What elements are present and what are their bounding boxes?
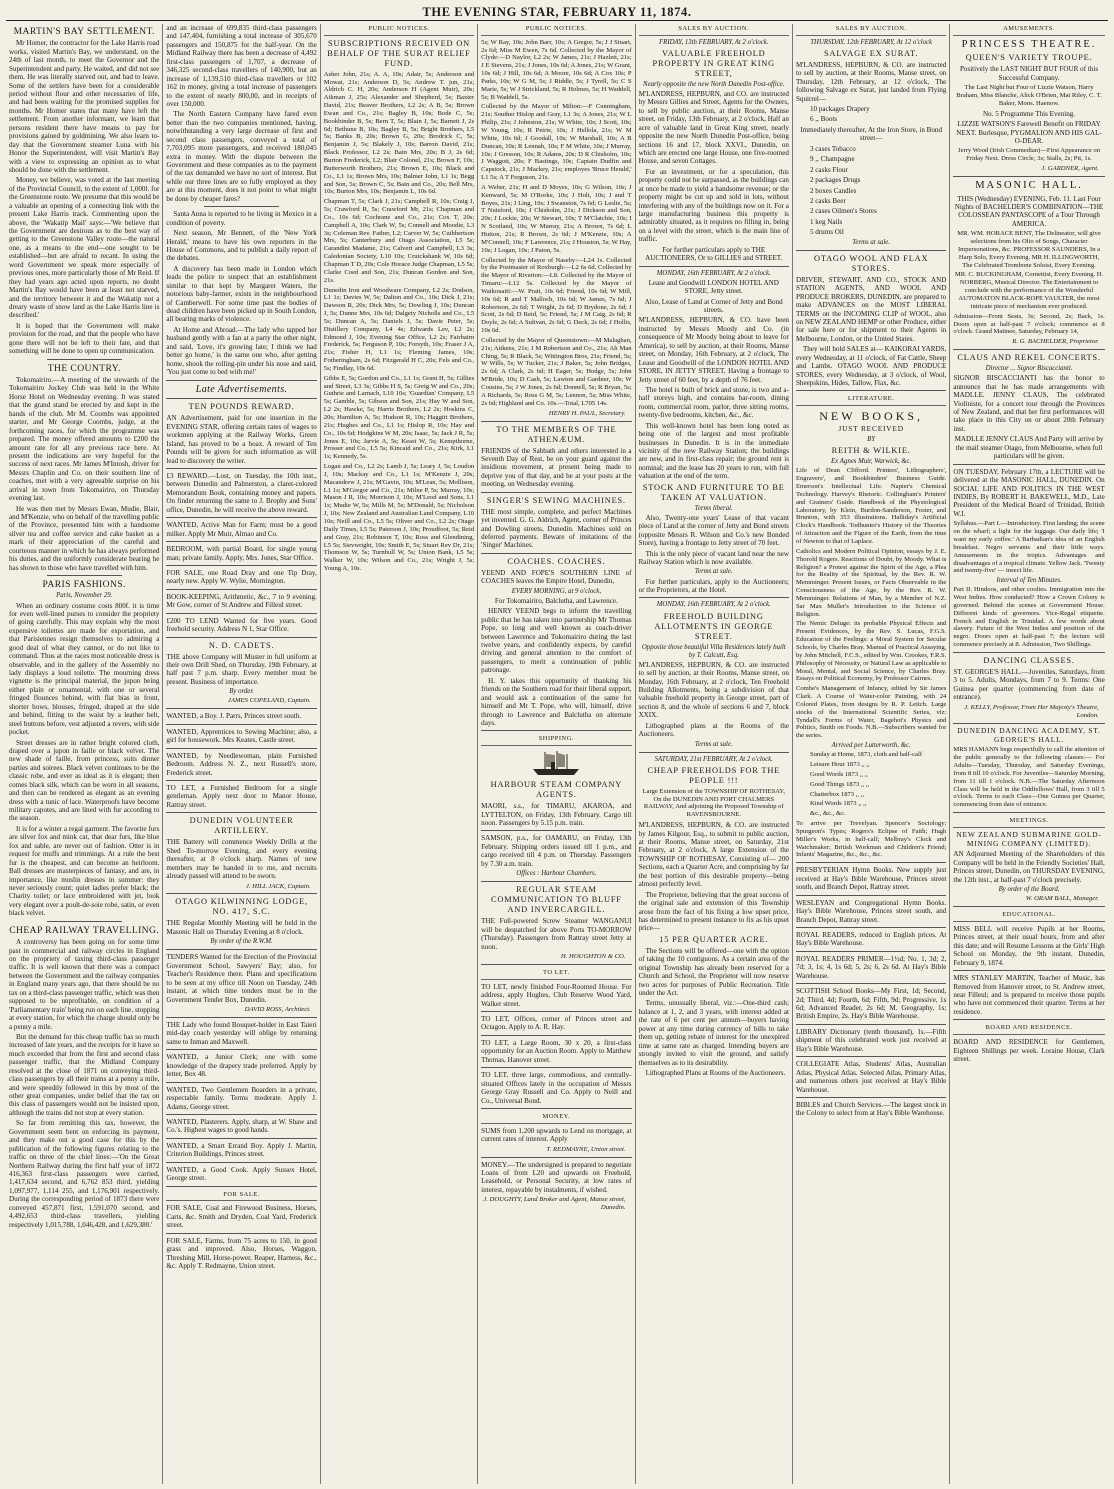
ad-text: THE Battery will commence Weekly Drills at the Shed To-morrow Evening, and every evening thereafter, at 8 o'clock sharp. Names of new members may be handed in to me, and recruits already passed will attend to be sworn. [166, 838, 317, 881]
article-paragraph: It is hoped that the Government will make provision for the road, and that the people who have gone there will not be left to their fate, and that something will be done to open up communication. [9, 321, 160, 356]
ad-text: BEDROOM, with partial Board, for single young man; private family. Apply, Mrs. Jones, Star Office. [166, 545, 317, 562]
column-1 [6, 24, 163, 1484]
ad-terms: Terms at sale. [852, 238, 890, 246]
divider [166, 893, 316, 894]
ad-title-harbour: HARBOUR STEAM COMPANY AGENTS. [490, 780, 623, 800]
ad-text: Offices : Harbour Chambers. [516, 870, 597, 878]
section-header-sales-by-auction: SALES BY AUCTION. [639, 24, 789, 36]
ad-signature: J. KELLY, Professor, From Her Majesty's Theatre, London. [964, 703, 1099, 719]
ad-subtitle: Director ... Signor Biscaccianti. [985, 365, 1073, 373]
book-list: The Nemic Deluge: its probable Physical Effects and Present Evidences, by the Rev. S. Lucas, F.G.S. Education of the Feelings: a Moral System for Secular Schools, by Charles Bray. Manual of Practical Assaying, by John Mitchell, F.C.S., edited by Wm. Crookes, F.R.S. Philosophy of Necessity, or Natural Law as applicable to Moral, Mental, and Social Science, by Charles Bray. Essays on Political Economy, by Professor Cairnes. [795, 620, 947, 683]
late-advertisements-title: Late Advertisements. [195, 383, 288, 395]
ad-text: HENRY YEEND begs to inform the travelling public that he has taken into partnership Mr Thomas Pope, so long and well known as coach-driver between Lawrence and Tokomairiro during the last twelve years, and confidently expects, by careful driving and general attention to the comfort of passengers, to merit a continuation of public patronage. [481, 607, 632, 675]
ad-text: Syllabus.—Part I.—Introductory. First landing; the scene on the wharf; a light for the luggage. Our daily life; 'I want my early coffee.' A Barbadian's idea of an English breakfast. Negro servants and their little ways. Amusements in the tropics. Advantages and disadvantages of a tropical climate. Yellow Jack. 'Twenty and twenty-five' — insect life. [953, 520, 1105, 575]
divider [796, 951, 946, 952]
ad-text: TO LET, newly finished Four-Roomed House. For address, apply Hughes, Club Reserve Wood Yard, Walker street. [481, 982, 632, 1008]
ad-text: For further particulars apply to THE AUCTIONEERS, Or to GILLIES and STREET. [645, 245, 783, 263]
ad-text: They will hold SALES at— KAIKORAI YARDS, every Wednesday, at 11 o'clock, of Fat Cattle, Sheep and Lambs. OTAGO WOOL AND PRODUCE STORES, every Wednesday, at 3 o'clock, of Wool, Sheepskins, Hides, Tallow, Flax, &c. [795, 345, 947, 388]
article-paragraph: A controversy has been going on for some time past in commercial and railway circles in England on the propriety of taxing third-class passenger traffic. It is well known that there was a compact between the Government and the railway companies in England many years ago, that there should be no tax on a third-class passenger traffic, which was then supposed to be unprofitable, on condition of a 'Parliamentary train' being run on each line, stopping at every station, for which the charge should only be a penny a mile. [9, 938, 160, 1031]
divider [796, 390, 946, 391]
auction-date: SATURDAY, 21st FEBRUARY, At 2 o'clock. [654, 755, 773, 763]
ad-title-bluff: REGULAR STEAM COMMUNICATION TO BLUFF AND INVERCARGILL. [490, 885, 622, 915]
subscription-list: Logan and Co., L2 2s; Lamb J, 5s; Leary J, 5s; Loudon J, 10s; Mackay and Co., L1 1s; M'Kenzie J, 20s; Macandrew J, 21s; M'Gavin, 10s; M'Lean, 5s; Mollison, L1 1s; M'Gregor and Co., 21s; Milne P, 5s; Murray, 10s; Mason J R, 10s; Morrison J, 10s; M'Leod and Sons, L1 1s; Mudie W, 5s; Mills M, 5s; M'Donald, 5s; Nicholson J, 10s; New Zealand and Australian Land Company, L10 10s; Neill and Co., L5 5s; Oliver and Co., L2 2s; Otago Daily Times, L5 5s; Paterson J, 10s; Proudfoot, 5s; Reid and Gray, 21s; Robinson T, 10s; Ross and Glendining, L5 5s; Sievwright, 10s; Smith E, 5s; Stuart Rev Dr, 21s; Thomson W, 5s; Turnbull W, 5s; Union Bank, L5 5s; Walker W, 10s; Wilson and Co., 21s; Wright J, 5s; Young A, 10s. [323, 463, 475, 573]
divider [953, 349, 1104, 350]
book-list: Combe's Management of Infancy, edited by Sir James Clark. A Course of Water-color Painting, with 24 Colored Plates, from designs by R. P. Leitch. Large stocks of the International Scientific Series, viz: Tyndall's Forms of Water, Bagehot's Physics and Politics, Smith on Foods. N.B.—Subscribers wanted for the series. [795, 685, 947, 740]
ad-text: Jerry Wood (Irish Commedian)—First Appearance on Friday Next. Dress Circle, 3s; Stalls, 2s; Pit, 1s. [958, 147, 1101, 163]
divider [481, 830, 631, 831]
ad-text: SUMS from 1,200 upwards to Lend on mortgage, at current rates of interest. Apply [481, 1126, 632, 1144]
divider [166, 1162, 316, 1163]
subscription-list: Collected by the Mayor of Queenstown:—M Malaghan, 21s; Aitkens, 21s; J M Robertson and Co., 21s; Ah Man Ching, 5s; R Black, 5s; Wittington Bros, 21s; Friend, 5s; W Wills, 5s; W Tucker, 21s; J Baker, 5s; John Bridges, 2s 6d; A Clark, 2s 6d; H Eager, 5s; Hodge, 5s; John M'Bride, 10s; D Cash, 5s; Lawton and Gardner, 10s; W Cousins, 5s; J W Jones, 2s 6d; Donnell, 5s; R Bryan, 5s; A Richards, 5s; Ross G M, 5s; Lennon, 5s; Miss White, 2s 6d; Highland and Co. 10s.—Total, L705 14s. [481, 336, 632, 407]
ad-text: MR. C. BUCKINGHAM, Cornettist, Every Evening. H. NORBERG, Musical Director. The Entertainment to conclude with the performance of the Wonderful AUTOMATON BLACK-ROPE VAULTER, the most intricate piece of mechanism ever produced. [954, 271, 1104, 310]
divider [796, 983, 946, 984]
divider [796, 1024, 946, 1025]
ad-text: MRS HAMANN begs respectfully to call the attention of the public generally to the following classes:— For Adults—Tuesday, Thursday, and Saturday Evenings, from 8 till 10 o'clock. For Juveniles—Saturday Morning, from 11 till 1 o'clock. N.B.—The Saturday Afternoon Class will be held in the Oddfellows' Hall, from 3 till 5 o'clock. Terms to each Class—One Guinea per Quarter, commencing from date of entrance. [953, 746, 1105, 809]
subscription-list: Chapman T, 5s; Clark J, 21s; Campbell R, 10s; Craig J, 5s; Crawford R, 5s; Crawford Mr, 21s; Chapman and Co., 10s 6d; Cochrane and Co., 21s; Cox T, 20s; Campbell A, 10s; Clark W, 5s; Connell and Moodie, L3 3s; Coleman Rev. Father, L2; Carver W, 5s; Cuthbertson Mrs, 5s; Canterbury and Otago Association, L5 5s; Carandini Madame, 21s; Calvert and Campbell, L3 3s; Caledonian Society, L10 10s; Cruickshank W, 10s 6d; Chapman T D, 20s; Cole Horace Judge Chapman, L5 5s; Clarke Coed and Son, 21s; Duncan Gordon and Son, 21s. [323, 198, 475, 284]
ad-title-cheap-freeholds: CHEAP FREEHOLDS FOR THE PEOPLE !!! [647, 765, 781, 785]
dateline: Paris, November 29. [56, 592, 113, 600]
ad-text: THE Regular Monthly Meeting will be held in the Masonic Hall on Thursday Evening at 8 o'clock. [166, 919, 317, 936]
ad-text: BIBLES and Church Services.—The largest stock in the Colony to select from at Hay's Bible Warehouse. [795, 1100, 947, 1118]
article-title-railway: CHEAP RAILWAY TRAVELLING. [9, 924, 160, 936]
article-paragraph: and an increase of 699,835 third-class passengers and 147,404, furnishing a total increase of 305,670 passengers and 150,875 for the half-year. On the Midland Railway there has been a decrease of 4,492 first-class passengers of 1,707, a decrease of 346,325 second-class travellers of 140,900, but an increase of 1,139,510 third-class travellers or 102 162 in money, giving a total increase of passengers to the extent of nearly 800,00, and in receipts of over 150,000. [166, 24, 317, 108]
ad-text: DRIVER, STEWART, AND CO., STOCK AND STATION AGENTS, AND WOOL AND PRODUCE BROKERS, DUNEDIN, are prepared to make ADVANCES on the MOST LIBERAL TERMS on the INCOMING CLIP of WOOL, also on NEW ZEALAND HEMP or other Produce, either for sale here or for shipment to their Agents in Melbourne, London, or the United States. [795, 275, 947, 343]
section-header-public-notices: PUBLIC NOTICES. [324, 24, 474, 36]
ad-text: SIGNOR BISCACCIANTI has the honor to announce that he has made arrangements with MADLLE. JENNY CLAUS, The celebrated Violiniste, for a concert tour through the Provinces of New Zealand, and that her first performances will take place in this City on or about 20th February inst. [953, 374, 1105, 433]
section-header-money: MONEY. [481, 1112, 631, 1124]
ad-signature: J. DOUGHTY, Land Broker and Agent, Manse street, Dunedin. [483, 1196, 626, 1212]
divider [481, 730, 631, 731]
divider [166, 1233, 316, 1234]
ad-order: By order of the R.W.M. [210, 938, 273, 946]
ad-text: WANTED, by Needlewoman, plain Furnished Bedroom. Address N. Z., next Russell's store, Frederick street. [166, 751, 317, 777]
ad-emphasis: EVERY MORNING, at 9 o'clock, [511, 587, 602, 595]
ad-text: LIZZIE WATSON'S Farewell Benefit on FRIDAY NEXT. Burlesque, PYGMALION AND HIS GAL-O-DEAR. [956, 120, 1102, 145]
article-paragraph: When an ordinary costume costs 800f. it is time for even well-lined purses to consider the propriety of going carefully. This may explain why the most expensive toilettes are made for exportation, and that Parisiennes resign themselves to admiring a good deal of what they cannot, or do not like to command. Thus at the races most noticeable dress is observable, and in the gallery of the Assembly no lady displays a loud toilette. The mourning dress vignette is the principal material, the jupon being either plain or ornamental, with one or several fringed flounces behind, with flat bias in front, shorter bows, blouses, fringed, draped at the side and behind, fitting to the waist by a leather belt, steel buttons before, vest adjusted a revers, with side pocket. [9, 601, 160, 737]
column-3 [321, 24, 478, 1484]
ad-text: This well-known hotel has been long noted as being one of the largest and most profitable businesses in Dunedin. It is in the immediate vicinity of the new Railway Station; the buildings are new, and in first-class repair; the ground rent is nominal; and the lease has 20 years to run, with full valuation at the end of the term. [638, 421, 789, 481]
list-item: 10 packages Drapery [809, 105, 870, 113]
news-item: At Home and Abroad.—The lady who tapped her husband gently with a fan at a party the other night, and said, 'Love, it's growing late; I think we had better go home,' is the same one who, after getting home, shook the rolling-pin under his nose and said, 'You just come to bed with me!' [166, 325, 317, 377]
divider [481, 1157, 631, 1158]
ad-subtitle: Nearly opposite the new North Dunedin Post-office. [643, 80, 785, 88]
ad-text: WANTED, a Good Cook. Apply Sussex Hotel, George street. [166, 1165, 317, 1183]
divider [166, 380, 316, 381]
divider [166, 708, 316, 709]
article-paragraph: Mr Homer, the contractor for the Lake Harris road works, visited Martin's Bay, we understand, on the 24th of last month, to meet the Governor and the Superintendent and party. He waited, and did not see them. He was literally starved out, and had to leave. Some of the settlers have been for a considerable period without flour and other necessaries of life, and had been waiting for the promised supplies for months. Mr Homer states that many have left the settlement. From another informant, we learn that persons resident there have means to pay for provisions gained by goldmining. We also learn to-day that the Government steamer Luna with his Honor the Superintendent, will visit Martin's Bay with a view to expressing an opinion as to what should be done with the settlement. [9, 39, 160, 174]
ad-title-dancing-academy: DUNEDIN DANCING ACADEMY, ST. GEORGE'S HALL. [957, 725, 1101, 744]
divider [953, 723, 1104, 724]
divider [166, 1082, 316, 1083]
ad-signature: JAMES COPELAND, Captain. [227, 697, 311, 705]
divider [166, 748, 316, 749]
subscription-list: Dunedin Iron and Woodware Company, L2 2s; Dodson, L1 1s; Davies W, 5s; Dalton and Co., 10s; Dick J, 21s; Dawson R, 20s; Dick Mrs, 5s; Dowling J, 10s; Duncan J, 5s; Dunne Mrs, 10s 6d; Dalgety Nicholls and Co., L5 5s; Duncan A, 5s; Daniels J, 5s; Davie Peter, 5s; Distillery Company, L4 4s; Edwards Lev, L2 2s; Edmond J, 10s; Evening Star Office, L2 2s; Fairbairn Frederick, 5s; Ferguson P, 10s; Forsyth, 10s; Fraser J A, 21s; Fisher H, L1 1s; Fleming James, 10s; Fotheringham, 2s 6d; Fitzgerald H C, 20s; Fels and Co., 5s; Findlay, 10s 6d. [323, 286, 475, 372]
list-item: 9 ,, Champagne [809, 155, 855, 164]
ad-title-new-books: NEW BOOKS, [819, 409, 924, 424]
news-item: Next season, Mr Bennett, of the 'New York Herald,' means to have his own reporters in the House of Commons, and to publish a daily report of the debates. [166, 229, 317, 263]
article-paragraph: Street dresses are in rather bright colored cloth, draped over a jupon in faille or black velvet. The new shade of faille, from princess, suits dinner parties and soirees. Black velvet continues to be the classic robe, and ever as ideal as it is elegant; then comes black silk, which can be worn in all seasons, and then can be rendered as elegant as an evening dress with a tunic of lace. Waterproofs have become military capotes, and are lined with fur according to the season. [9, 738, 160, 823]
subscription-list: Gibbs E, 5s; Gordon and Co., L1 1s; Grant H, 5s; Gillies and Street, L3 3s; Gibbs H S, 5s; Greig W and Co., 20s; Guthrie and Larnach, L10 10s; 'Guardian' Company, L5 5s; Gamble, 5s; Gibson and Son, 21s; Hay W and Son, L2 2s; Hawke, 5s; Harris Brothers, L2 2s; Hoskins C, 20s; Hamilton A, 5s; Hudson R, 10s; Haggitt Brothers, 21s; Hughes and Co., L1 1s; Hislop R, 10s; Hay and Co., 10s 6d; Hodgkins W M, 20s; Isaac, 5s; Jack J R, 5s; Jones E, 10s; Jarvie A, 5s; Keast W, 5s; Kempthorne, Prosser and Co., L5 5s; Kincaid and Co., 21s; Kirk, L1 1s; Kennedy, 5s. [323, 374, 475, 461]
section-header-sales-by-auction: SALES BY AUCTION. [796, 24, 946, 36]
article-title-martins-bay: MARTIN'S BAY SETTLEMENT. [13, 26, 155, 37]
divider [166, 541, 316, 542]
ad-text: M'LANDRESS, HEPBURN, and CO. are instructed by Messrs Gillies and Street, Agents for the Owners, to sell by public auction, at their Rooms, Manse street, on Friday, 13th February, at 2 o'clock, Half an acre of valuable land in Great King street, nearly opposite the new North Dunedin Post-office, being sections 16 and 17, block XXVI., Dunedin, on which are erected one large House, one five-roomed House, and seven Cottages. [638, 89, 789, 166]
ad-text: TO LET, three large, commodious, and centrally-situated Offices lately in the occupation of Messrs George Gray Russell and Co. Apply to Neill and Co., Universal Bond. [481, 1071, 632, 1105]
ad-title-reward: TEN POUNDS REWARD. [188, 402, 295, 412]
section-header-meetings: MEETINGS. [953, 816, 1104, 828]
ad-title-wool: OTAGO WOOL AND FLAX STORES. [813, 253, 929, 273]
ad-text: COLLEGIATE Atlas, Students' Atlas, Australian Atlas, Physical Atlas. Selected Atlas, Primary Atlas, and numerous others just received at Hay's Bible Warehouse. [795, 1060, 947, 1094]
ad-signature: J. GARDNER, Agent. [1041, 165, 1099, 173]
divider [166, 398, 316, 399]
ad-title-coaches: COACHES. COACHES. [507, 556, 606, 566]
ad-title-freehold: VALUABLE FREEHOLD PROPERTY IN GREAT KING STREET, [652, 48, 775, 78]
ad-order: By order of the Board, [998, 886, 1060, 894]
news-item: Santa Anna is reported to be living in Mexico in a condition of poverty. [166, 210, 317, 227]
subscription-list: Asher John, 21s; A. A, 10s; Adair, 5s; Anderson and Mowat, 21s; Anderson D, 5s; Andrew T. jun, 21s; Aldrich C. H, 20s; Anderson H (Agent Muir), 20s; Aikman J, 25s; Alexander and Shepherd, 5s; Baxter David, 21s; Beaver Brothers, L2 2s; A B, 5s; Brown Ewan and Co., 21s; Bagley B, 10s; Bode C, 5s; Bookbinder B, 5s; Bern T, 5s; Blain J, 5s; Barnett J, 2s 6d; Bethune B, 10s; Bagley B, 5s; Bright Brothers, L5 5s; Banks B, 20s; Brown G, 20s; Brodrick C, 5s; Benjamin J, 5s; Blakely J, 10s; Barron David, 21s; Black Professor, L2 2s; Bain Mrs, 20s; B J, 2s 6d; Burton Frederick, L2; Blair Colonel, 21s; Brown F, 10s; Butterworth Brothers, 21s; Brown E, 10s; Black and Co., L1 1s; Brown Mrs, 10s; Balmer John, L1 1s; Begg and Son, 5s; Brown C, 5s; Bain and Co., 20s; Bell Mrs, 10s; Burton Mrs, 10s; Benjamin L, 10s 6d. [323, 70, 475, 196]
column-6 [793, 24, 950, 1484]
ad-text: AN Advertisement, paid for one insertion in the EVENING STAR, offering certain rates of wages to workmen applying at the Railway Works, Green Island, has proved to be a hoax. A reward of Ten Pounds will be given for such information as will lead to discovery the writer. [166, 414, 317, 465]
ship-icon [529, 749, 583, 777]
ad-text: Lithographed plans at the Rooms of the Auctioneers. [638, 721, 789, 739]
divider [166, 565, 316, 566]
ad-text: No. 5 Programme This Evening. [983, 109, 1076, 118]
book-list: Life of Dean Clifford. Printers', Lithographers', Engravers', and Bookbinders' Business Guide. Emerson's Intellectual Life. Napier's Chemical Technology. Harvey's Rhetoric. Collingham's Printers' and Grainers' Guide. Handbook of the Physiological Laboratory, by Klein, Burdon-Sanderson, Foster, and Brunton, with 353 illustrations. Halliday's Artificial Clock's Handbook. Todhunter's History of the Theories of Attraction and the Figure of the Earth, from the time of Newton to that of Laplace. [795, 467, 947, 546]
list-item: 3 cases Tobacco [809, 144, 856, 153]
ad-text: The Last Night but Four of Lizzie Watson, Harry Braham, Miss Blanche, Alick O'Brien, Mat Riley, C. T. Baker, Mons. Haenow. [956, 84, 1102, 107]
list-item: 1 keg Nails [809, 217, 843, 226]
divider [47, 921, 122, 922]
ad-signature: R. G. BACHELDER, Proprietor. [1012, 338, 1099, 346]
ad-text: M'LANDRESS, HEPBURN, & CO. are instructed to sell by auction, at their Rooms, Manse street, on Thursday, 12th February, at 12 o'clock, The following Salvage ex Surat, just landed from Flying Squirrel— [795, 60, 947, 103]
subscription-list: A Weber, 21s; H and D Moyes, 10s; G Wilson, 10s; J Kenward, 5s; M O'Rorke, 10s; J Holt, 10s; J and T Boyes, 21s; J Ling, 10s; J Swanston, 7s 6d; G Leslie, 5s; T Nutsford, 10s; J Chisholm, 21s; J Dickson and Son, 20s; J Lockie, 20s; W Stewart, 10s; T M'Clatchie, 10s; I N Scotland, 10s; W Murray, 21s; A Brown, 7s 6d; L Hutton, 21s; R Brown, 2s 6d; J M'Kenzie, 10s; A M'Connell, 10s; F Lawrence, 21s; J Houston, 5s; W Hay, 10s; J Logan, 10s; J Paton, 5s. [481, 183, 632, 254]
ad-text: Also, Twenty-one years' Lease of that vacant piece of Land at the corner of Jetty and Bond streets (opposite Messrs R. Wilson and Co.'s new Bonded Store), having a frontage to Jetty street of 70 feet. [638, 513, 789, 548]
ad-title-lodge: OTAGO KILWINNING LODGE, NO. 417, S.C. [175, 897, 308, 917]
ad-text: MADLLE JENNY CLAUS And Party will arrive by the mail steamer Otago, from Melbourne, when full particulars will be given. [954, 435, 1104, 461]
ad-terms: Terms at sale. [694, 568, 733, 576]
divider [166, 1114, 316, 1115]
divider [953, 906, 1104, 907]
list-item: 2 packages Drugs [809, 176, 861, 185]
list-item: Good Things 1873 ,, ,, [809, 780, 870, 788]
ad-text: THE Lady who found Bouquet-holder in East Taieri mid-day coach yesterday will oblige by returning same to Inman and Maxwell. [166, 1021, 317, 1046]
list-item: &c., &c., &c. [809, 810, 846, 818]
ad-text: THIS (Wednesday) EVENING, Feb. 11. Last Four Nights of BACHELDER'S COMBINATION—THE COLOSSEAN PANTASCOPE of a Tour Through AMERICA. [954, 194, 1104, 228]
divider [166, 949, 316, 950]
ad-text: The Proprietor, believing that the great success of the original sale and extension of this Township arose from the fact of his fixing a low upset price, has determined to present instance to fix as his upset price— [638, 890, 789, 933]
article-title-country: THE COUNTRY. [47, 362, 121, 374]
divider [481, 492, 631, 493]
ad-terms: Terms liberal. [694, 504, 733, 512]
section-header-for-sale: FOR SALE. [166, 1190, 316, 1202]
divider [166, 589, 316, 590]
ad-signature: H. HOUGHTON & CO. [560, 953, 626, 961]
list-item: Good Words 1873 ,, ,, [809, 770, 868, 778]
ad-text: £3 REWARD.—Lost, on Tuesday, the 10th inst., between Dunedin and Palmerston, a claret-colored Memorandum Book, containing money and papers. On finder returning the same to J. Brophy and Sons' office, Dunedin, he will receive the above reward. [166, 472, 317, 514]
section-header-literature: LITERATURE. [796, 394, 946, 406]
column-4 [478, 24, 635, 1484]
ad-text: FOR SALE, one Road Dray and one Tip Dray, nearly new. Apply W. Wylie, Mornington. [166, 568, 317, 586]
divider [166, 780, 316, 781]
ad-title-stock: STOCK AND FURNITURE TO BE TAKEN AT VALUATION. [642, 482, 785, 502]
ad-title-dancing-classes: DANCING CLASSES. [983, 656, 1075, 666]
ad-text: TO LET, Offices, corner of Princes street and Octagon. Apply to A. R. Hay. [481, 1015, 632, 1032]
list-item: Sunday at Home, 1873, cloth and half-calf [809, 751, 923, 759]
ad-text: WESLEYAN and Congregational Hymn Books. Hay's Bible Warehouse, Princes street south, and Branch Depot, Rattray street. [795, 898, 947, 924]
divider [953, 1019, 1104, 1020]
divider [953, 652, 1104, 653]
subscription-list: Collected by the Mayor of Milton:—F Cunningham, 21s; Souther Hislop and Gray, L1 3s; A Jones, 21s; W L Philip, 21s; J Johnston, 21s; W White, 10s; J Scott, 10s; W Young, 10s; R Petrie, 10s; J Hellola, 21s; W M White, 10s 6d; J Goodall, 10s; W Marshall, 10s; A B Duncan, 10s; R Lennah, 10s; F M White, 10s; J Murray, 10s; J Gresson, 10s; R Adams, 20s; D R Chisholm, 10s; J Waggott, 20s; F Bastings, 10s; Captain Dudfin and Capstock, 21s; J Mackey, 21s; employes 'Bruce Herald,' L1 5s; A T Ferguson, 21s. [481, 103, 632, 182]
auction-date: FRIDAY, 13th FEBRUARY, At 2 o'clock. [659, 38, 769, 46]
article-paragraph: Tokomairiro.—A meeting of the stewards of the Tokomairiro Jockey Club was held in the White Horse Hotel on Wednesday evening. It was stated that the grand stand be erected by and kept in the hands of the club. Mr M. Coombs was appointed starter, and Mr George Coombs, judge, at the forthcoming races, for which the programme was prepared. The money offered amounts to £200 the amount rate for all any previous race here. At present the indications are very hopeful for the success of next races. Mr James M'Intosh, driver for Messrs Chaplin and Co. on their southern line of coaches, met with a very agreeable surprise on his arrival in town from Tokomairiro, on Thursday evening last. [9, 376, 160, 503]
ad-title-claus-concerts: CLAUS AND REKEL CONCERTS. [957, 353, 1101, 363]
divider [953, 970, 1104, 971]
divider [47, 575, 122, 576]
ad-text: To arrive per Trevelyan. Spencer's Sociology; Spurgeon's Types; Rogers's Eclipse of Faith; Hugh Miller's Works, in half-calf; Melbray's Clock and Watchmaker; British Workman and Children's Friend; Infants' Magazine, &c., &c., &c. [795, 820, 947, 859]
ad-title-allotments: FREEHOLD BUILDING ALLOTMENTS IN GEORGE STREET. [654, 611, 774, 641]
ad-title-salvage: SALVAGE EX SURAT. [824, 48, 919, 58]
ad-text: LIBRARY Dictionary (tenth thousand), 1s.—Fifth shipment of this celebrated work just received at Hay's Bible Warehouse. [795, 1027, 947, 1053]
ad-subtitle: Interval of Ten Minutes. [996, 577, 1062, 585]
ad-text: THE most simple, complete, and perfect Machines yet invented. G. G. Aldrich, Agent, corner of Princes and Dowling streets, Dunedin. Machines sold on deferred payments. Beware of imitations of the 'Singer' Machines. [481, 507, 632, 550]
divider [481, 1108, 631, 1109]
divider [481, 964, 631, 965]
column-7 [950, 24, 1107, 1484]
list-item: 2 boxes Candles [809, 186, 857, 195]
ad-text: ON TUESDAY, February 17th, a LECTURE will be delivered at the MASONIC HALL, DUNEDIN. On SOCIAL LIFE AND POLITICS IN THE WEST INDIES, By ROBERT H. BAKEWELL, M.D., Late President of the Medical Board of Trinidad, British W.I. [953, 467, 1105, 518]
ad-text: Lithographed Plans at Rooms of the Auctioneers. [645, 1068, 786, 1077]
divider [481, 1011, 631, 1012]
ad-text: TENDERS Wanted for the Erection of the Provincial Government School, Sawyers' Bay; also, for Teacher's Residence there. Plans and specifications to be seen at my office till Noon on Tuesday, 24th instant, at which time tenders must be in the Government Tender Box, Dunedin. [166, 953, 317, 1004]
ad-text: ROYAL READERS PRIMER—1½d; No. 1, 3d; 2, 7d; 3, 1s; 4, 1s 6d; 5, 2s; 6, 2s 6d. At Hay's Bible Warehouse. [795, 954, 947, 980]
divider [166, 724, 316, 725]
divider [166, 637, 316, 638]
section-header-to-let: TO LET. [481, 968, 631, 980]
ad-title-princess-theatre: PRINCESS THEATRE. [961, 38, 1097, 50]
divider [166, 812, 316, 813]
ad-text: AN Adjourned Meeting of the Shareholders of this Company will be held in the Friendly Societies' Hall, Princes street, Dunedin, on THURSDAY EVENING, the 12th inst., at half-past 7 o'clock precisely. [953, 850, 1105, 884]
column-5 [636, 24, 793, 1484]
ad-subtitle: Large Extension of the TOWNSHIP OF ROTHESAY, On the DUNEDIN AND PORT CHALMERS RAILWAY, And adjoining the Proposed Township of RAVENSBOURNE. [642, 787, 785, 819]
divider [796, 1097, 946, 1098]
list-item: 2 cases Oilmen's Stores [809, 207, 877, 216]
ad-title-athenaeum: TO THE MEMBERS OF THE ATHENÆUM. [496, 424, 617, 444]
ad-title-singer: SINGER'S SEWING MACHINES. [486, 495, 626, 505]
ad-text: YEEND AND FOPE'S SOUTHERN LINE of COACHES leaves the Empire Hotel, Dunedin, [481, 568, 632, 586]
divider [166, 1049, 316, 1050]
divider [166, 1017, 316, 1018]
divider [953, 812, 1104, 813]
ad-text: FOR SALE, Coal and Firewood Business, Horses, Carts, &c. Smith and Dryden, Coal Yard, Frederick street. [166, 1204, 317, 1230]
ad-signature: DAVID ROSS, Architect. [244, 1006, 311, 1014]
ad-text: Positively the LAST NIGHT BUT FOUR of this Successful Company. [959, 65, 1099, 82]
ad-terms: Terms at sale. [694, 740, 733, 748]
divider [796, 250, 946, 251]
ad-title-reith-wilkie: REITH & WILKIE. [831, 446, 911, 456]
section-header-amusements: AMUSEMENTS. [953, 24, 1104, 36]
masthead: THE EVENING STAR, FEBRUARY 11, 1874. [6, 4, 1108, 21]
divider [796, 862, 946, 863]
ad-title-cadets: N. D. CADETS. [208, 640, 275, 650]
ad-text: WANTED, Apprentices to Sewing Machine; also, a girl for housework. Mrs Keates, Castle street. [166, 727, 317, 745]
divider [481, 553, 631, 554]
ad-text: £200 TO LEND Wanted for five years. Good freehold security. Address N 1, Star Office. [166, 616, 317, 634]
ad-text: TO LET, a Large Room, 30 x 20, a first-class opportunity for an Auction Room. Apply to Matthew Thomas, Hanover street. [481, 1038, 632, 1064]
ad-text: M'LANDRESS, HEPBURN, & CO. are instructed to sell by auction, at their Rooms, Manse street, on Monday, 16th February, at 2 o'clock, Ten Freehold Building Allotments, being a subdivision of that valuable freehold property in George street, part of section 8, and the whole of sections 6 and 7, block XXIX. [638, 660, 789, 720]
columns [6, 24, 1108, 1484]
divider [639, 752, 789, 753]
ad-text: WANTED, a Smart Errand Boy. Apply J. Martin, Criterion Buildings, Princes street. [166, 1141, 317, 1159]
ad-text: The hotel is built of brick and stone, is two and a-half storeys high, and contains bar-room, dining room, commercial room, parlor, three sitting rooms, twenty-five bedrooms, kitchen, &c., &c. [638, 385, 789, 420]
ad-text: WANTED, Active Man for Farm; must be a good milker. Apply Mr Muir, Almao and Co. [166, 521, 317, 538]
ad-text: The Sections will be offered—one with the option of taking the 10 contiguous. As a certain area of the original Township has already been reserved for a Church and School, the Proprietor will now reserve two acres for purposes of Public Recreation. Title under the Act. [638, 946, 789, 998]
ad-signature: W. ORAM BALL, Manager. [1025, 895, 1099, 903]
ad-text: Lease and Goodwill LONDON HOTEL AND STORE, Jetty street. [648, 278, 779, 296]
divider [639, 597, 789, 598]
ad-text: For further particulars, apply to the Auctioneers; or the Proprietors, at the Hotel. [638, 577, 789, 594]
ad-signature: HENRY H. PAUL, Secretary. [548, 409, 626, 417]
auction-date: THURSDAY, 12th FEBRUARY, At 12 o'clock [810, 38, 933, 46]
ad-text: THE Full-powered Screw Steamer WANGANUI will be despatched for above Ports TO-MORROW (Thursday). Passengers from Rattray street Jetty at noon. [481, 917, 632, 951]
divider [166, 468, 316, 469]
ad-text: MISS BELL will receive Pupils at her Rooms, Princes street, at their usual hours, from and after this date; and will Resume Lessons at the Girls' High School on Monday, the 9th instant. Dunedin, February 9, 1874. [953, 924, 1105, 967]
ad-title-surat-fund: SUBSCRIPTIONS RECEIVED ON BEHALF OF THE SURAT RELIEF FUND. [327, 38, 471, 68]
article-paragraph: So far from remitting this tax, however, the Government seem bent on enforcing its payment, and they make out a good case for this by the publication of the following figures relating to the traffic on three of the chief lines:—'On the Great Northern Railway during the first half year of 1872 416,363 first-class passengers were carried, 1,417,634 second, and 6,762 853 third, yielding 1,097,977, 1,114 255, and 1,176,901 respectively. During the corresponding period of 1873 there were conveyed 457,871 first, 1,591,070 second, and 4,492,653 third-class travellers, yielding respectively 1,015,788, 1,046,428, and 1,629,380.' [9, 1119, 160, 1229]
ad-text: MAORI, s.s., for TIMARU, AKAROA, and LYTTELTON, on Friday, 13th February. Cargo till noon. Passengers by 5.15 p.m. train. [481, 802, 632, 828]
ad-text: WANTED, Two Gentlemen Boarders in a private, respectable family. Terms moderate. Apply J. Adams, George street. [166, 1085, 317, 1111]
list-item: Chatterbox 1873 ,, ,, [809, 790, 864, 798]
auction-date: MONDAY, 16th FEBRUARY, At 2 o'clock. [656, 601, 771, 609]
ad-text: FOR SALE, Farms, from 75 acres to 150, in good grass and improved. Also, Horses, Waggon, Threshing Mill, Horse-power, Reaper, Harness, &c., &c. Apply T. Redmayne, Union street. [166, 1236, 317, 1270]
divider [481, 881, 631, 882]
section-header-board: BOARD AND RESIDENCE. [953, 1023, 1104, 1035]
article-paragraph: But the demand for this cheap traffic has so much increased of late years, and the receipts for it have so much exceeded that from the first and second class passenger traffic, that the Midland Company resolved at the close of 1871 on conveying third-class passengers by all their trains at a penny a mile, and were speedily followed in this by most of the other great companies, under belief that the tax on this class of passengers would not be insisted upon, although the trains did not stop at every station. [9, 1032, 160, 1117]
ad-text: Admission—Front Seats, 3s; Second, 2s; Back, 1s. Doors open at half-past 7 o'clock; commence at 8 o'clock. Grand Matinee, Saturday, February 14, [953, 312, 1105, 336]
ad-text: FRIENDS of the Sabbath and others interested in a Seventh Day of Rest, be on your guard against the insidious movement, at present being made to deprive you of that day, and be at your posts at the meeting, on Wednesday evening. [481, 446, 632, 489]
subscription-list: Collected by the Mayor of Naseby:—L24 1s. Collected by the Postmaster of Roxburgh:—L2 6s 6d. Collected by the Mayor of Riverton:—L8. Collected by the Mayor of Timaru:—L12 5s. Collected by the Mayor of Waikouaiti:—W. Pratt, 10s 6d; Friend, 10s 6d; W Mill, 10s 6d; R and T Malloch, 10s 6d; W James, 7s 6d; J Robertson, 2s 6d; T Wright, 2s 6d; D Brydone, 2s 6d; J Scott, 2s 6d; D Reid, 5s; Friend, 5s; J M Caig, 2s 6d; R Doyle, 2s 6d; A Sulivan, 2s 6d; G Deck, 2s 6d; J Hollis, 10s 6d. [481, 256, 632, 335]
ad-subtitle: Opposite those beautiful Villa Residences lately built by T. Calcutt, Esq. [641, 643, 786, 659]
news-item: A discovery has been made in London which leads the police to suspect that an establishment similar to that kept by Margaret Waters, the notorious baby-farmer, exists in the neighbourhood of Camberwell. For some time past the bodies of dead children have been picked up in South London, all bearing marks of violence. [166, 264, 317, 324]
ad-title-submarine-company: NEW ZEALAND SUBMARINE GOLD-MINING COMPANY (LIMITED). [956, 829, 1102, 848]
section-header-public-notices: PUBLIC NOTICES. [481, 24, 631, 36]
ad-title-artillery: DUNEDIN VOLUNTEER ARTILLERY. [189, 816, 294, 836]
divider [481, 1067, 631, 1068]
divider [481, 1035, 631, 1036]
column-2 [163, 24, 320, 1484]
ad-title-masonic-hall: MASONIC HALL. [975, 180, 1083, 192]
book-list: Catholics and Modern Political Opinion, essays by J. E. Thorold Rogers. Reactions of Doubt, by Moody. What is Religion? a Protest against the Spirit of the Age, a Plea for the Reality of the Spiritual, by the Rev. R. W. Memminger. Present Issues, or Facts Observable in the Consciousness of the Age, by the Rev. R. W. Memminger. Relations of Man, by a Member of N.Z. Sar Max Muller's Introduction to the Science of Religion. [795, 547, 947, 618]
ad-text: ROYAL READERS, reduced to English prices. At Hay's Bible Warehouse. [795, 930, 947, 948]
divider [481, 421, 631, 422]
ad-title-queens-troupe: QUEEN'S VARIETY TROUPE. [965, 53, 1093, 63]
ad-text: Terms, unusually liberal, viz.:—One-third cash; balance at 1, 2, and 3 years, with interest added at the rate of 6 per cent per annum—buyers having power at any time during currency of bills to take them up, getting rebate of interest for the unexpired time at same rate as charged. Intending buyers are strongly invited to visit the ground, and satisfy themselves as to its desirability. [638, 999, 789, 1067]
auction-date: MONDAY, 16th FEBRUARY, At 2 o'clock. [656, 269, 771, 277]
subscription-list: 5s; W Ray, 10s; John Barr, 10s; A Gregor, 5s; J J Stuart, 2s 6d; Miss M Ewen, 7s 6d. Collected by the Mayor of Clyde:—D Naylor, L2 2s; W James, 21s; J Hazlett, 21s; J E Stevens, 21s; J Jones, 10s 6d; A Jones, 21s; W Grant, 10s 6d; J Hill, 10s 6d; A Moore, 10s 6d; A Cox 10s; P Parks, 10s; W G M, 5s; J Riddle, 5s; J Tyrell, 5s; C S Marie, 5s; W J Strickland, 5s; R Holmes, 5s; H Waddell, 5s; B Waddell, 5s. [481, 38, 632, 101]
ad-text: M'LANDRESS, HEPBURN, & CO. have been instructed by Messrs Moody and Co. (in consequence of Mr Moody being about to leave for America), to sell by auction, at their Rooms, Manse street, on Monday, 16th February, at 2 o'clock, The Lease and Goodwill of the LONDON HOTEL AND STORE, IN JETTY STREET, Having a frontage to Jetty street of 60 feet, by a depth of 76 feet. [638, 316, 789, 384]
ad-text: SAMSON, p.s., for OAMARU, on Friday, 13th February. Shipping orders issued till 1 p.m., and cargo received till 4 p.m. on Thursday. Passengers by 7.30 a.m. train. [481, 834, 632, 868]
divider [204, 206, 279, 207]
divider [953, 176, 1104, 177]
ad-text: Part II. Hindoos, and other coolies. Immigration into the West Indies. How conducted? How a Crown Colony is governed. Behind the scenes at Government House. Different kinds of governors. Vice-Regal etiquette. French and English in Trinidad. A few words about slavery. Future of the West Indies and position of the negro. Doors open at half-past 7; the lecture will commence precisely at 8. Admission, Two Shillings. [953, 586, 1105, 649]
article-paragraph: He was then met by Messrs Ewan, Mudie, Blair, and M'Kenzie, who on behalf of the travelling public of the Province, presented him with a handsome silver tea and coffee service and cake basket as a mark of their appreciation of the careful and courteous manner in which he has always performed his duties, and the uniformly considerate bearing he has shown to those who have travelled with him. [9, 504, 160, 572]
list-item: 5 drums Oil [809, 228, 844, 237]
divider [796, 1056, 946, 1057]
list-item: 2 casks Flour [809, 165, 848, 174]
ad-text: MR. WM. HORACE BENT, The Delineator, will give selections from his Olio of Songs, Character Impersonations, &c. PROFESSOR SAUNDERS, In a Harp Solo, Every Evening. MR H. ILLINGWORTH, The Celebrated Trombone Soloist, Every Evening. [957, 230, 1101, 269]
ad-text: For an investment, or for a speculation, this property could not be surpassed, as the buildings can at once be made to yield a handsome revenue; or the property might be cut up and sold in lots, without interfering with any of the buildings now on it. For a large manufacturing business this property is admirably situated, as it requires no filling in, being on a level with the street, which is the main line of traffic. [638, 167, 789, 244]
ad-price: 15 PER QUARTER ACRE. [659, 934, 769, 944]
article-title-paris: PARIS FASHIONS. [42, 579, 126, 591]
ad-text: MRS STANLEY MARTIN, Teacher of Music, has Removed from Hanover street, to St. Andrew street, near Filleul; and is prepared to receive those pupils who have not commenced their quarter. Terms at her residence. [953, 974, 1105, 1016]
divider [639, 266, 789, 267]
article-paragraph: It is for a winter a regal garment. The favorite furs are silver fox and mink cat, that dear furs, like blue fox and sable, are never out of fashion. Otter is in request for muffs and trimmings. At a rule the best fur is the cheapest, and can become an heirloom. Ball dresses are masterpieces of fantasy, and are, in importance, like muslin dresses in summer: they never seriously count; quiet ladies prefer black; the Charity toilet; or lace embroidered with jet, look very elegant over a poult-de-soie robe, satin, or even black velvet. [9, 824, 160, 918]
divider [796, 895, 946, 896]
ad-signature: J. HILL JACK, Captain. [245, 882, 311, 890]
divider [47, 359, 122, 360]
ad-order: By order. [229, 688, 254, 696]
section-header-educational: EDUCATIONAL. [953, 910, 1104, 922]
ad-text: Also, Lease of Land at Corner of Jetty and Bond streets. [644, 297, 783, 315]
divider [796, 927, 946, 928]
divider [166, 1138, 316, 1139]
list-item: Kind Words 1873 ,, ,, [809, 800, 867, 808]
ad-text: WANTED, a Boy. J. Parrs, Princes street south. [166, 712, 302, 721]
section-header-shipping: SHIPPING. [481, 734, 631, 746]
ad-subtitle: BY [867, 436, 876, 444]
article-paragraph: The North Eastern Company have fared even better than the two companies mentioned, having, notwithstanding a very large decrease of first and second class passengers, conveyed a total of 7,703,095 more passengers, and received 180,045 extra in money. With the dispute between the Government and these companies as to the payment of the tax demanded we have no sort of interest. But while our three lines are so fully employed as they are at this moment, does it not point to what might be done by cheaper fares? [166, 110, 317, 203]
ad-text: H. Y. takes this opportunity of thanking his friends on the Southern road for their liberal support, and would ask a continuation of the same for himself and Mr T. Pope, who will, himself, drive through to Lawrence and Balclutha on alternate days. [481, 676, 632, 727]
ad-text: WANTED, Plasterers. Apply, sharp, at W. Shaw and Co.'s. Highest wages to good hands. [166, 1117, 317, 1135]
ad-text: M'LANDRESS, HEPBURN, & CO. are instructed by James Kilgour, Esq., to submit to public auction, at their Rooms, Manse street, on Saturday, 21st February, at 2 o'clock, A large Extension of the TOWNSHIP OF ROTHESAY, Consisting of— 200 Sections, each a Quarter Acre, and comprising by far the best portion of this desirable property—being almost perfectly level. [638, 821, 789, 889]
ad-text: This is the only piece of vacant land near the new Railway Station which is now available. [638, 549, 789, 567]
list-item: 2 casks Beer [809, 196, 846, 205]
ad-text: THE above Company will Muster in full uniform at their own Drill Shed, on Thursday, 19th February, at half past 7 p.m. sharp. Every member must be present. Business of importance. [166, 652, 317, 686]
article-paragraph: Money, we believe, was voted at the last meeting of the Provincial Council, to the extent of 1,000l. for the Greenstone route. We presume that this would be a valuable an opening of a connecting link with the present Lake Harris track. Commenting upon the above, the 'Wakatip Mail' says:—'We believe that the Government are desirous as to the best way of getting to the Greenstone Valley route—the natural one, as a means to the end—one sought to be established—but are afraid to recant. In using the word Government we speak more especially of previous ones, more particularly those of Mr Reid. If they had years ago acted upon reports, no doubt Martin's Bay would have been at least not starved, and the territory between it and the Wakatip not a dreary waste of snow land as the Lake Harris line is described.' [9, 176, 160, 320]
ad-text: WANTED, a Junior Clerk; one with some knowledge of the drapery trade preferred. Apply by letter, Box 48. [166, 1053, 317, 1079]
divider [166, 1186, 316, 1187]
ad-subtitle: Arrived per Lutterworth, &c. [831, 742, 911, 750]
ad-text: For Tokomairiro, Balclutha, and Lawrence. [494, 596, 618, 605]
ad-text: SCOTTISH School Books—My First, 1d; Second, 2d; Third, 4d; Fourth, 6d; Fifth, 9d; Progressive, 1s 6d; Advanced Reader, 2s 6d; M. Geography, 1s; British Empire, 2s. Hay's Bible Warehouse. [795, 987, 947, 1021]
ad-text: Immediately thereafter, At the Iron Store, in Bond street— [800, 125, 943, 143]
ad-subtitle: JUST RECEIVED [838, 424, 904, 434]
ad-text: ST. GEORGE'S HALL.—Juveniles, Saturdays, from 3 to 5. Adults, Mondays, from 7 to 9. Terms: One Guinea per quarter (commencing from date of entrance). [953, 668, 1105, 702]
ad-text: BOOK-KEEPING, Arithmetic, &c., 7 to 9 evening. Mr Gow, corner of St Andrew and Filleul street. [166, 592, 317, 610]
ad-text: PRESBYTERIAN Hymn Books. New supply just received at Hay's Bible Warehouse, Princes street south, and Branch Depot, Rattray street. [795, 866, 947, 892]
ad-subtitle: Ex Agnes Muir, Warwick, &c. [831, 458, 912, 466]
divider [166, 613, 316, 614]
list-item: Leisure Hour 1873 ,, ,, [809, 761, 870, 769]
ad-text: BOARD AND RESIDENCE for Gentlemen, Eighteen Shillings per week. Loraine House, Clark street. [953, 1038, 1105, 1063]
ad-text: MONEY.—The undersigned is prepared to negotiate Loans of from L20 and upwards on Freehold, Leasehold, or Personal Security, at low rates of interest, repayable by instalments, if wished. [481, 1160, 632, 1194]
divider [166, 517, 316, 518]
ad-text: TO LET, a Furnished Bedroom for a single gentleman. Apply next door to Manor House, Rattray street. [166, 784, 317, 809]
list-item: 6 ,, Boots [809, 115, 838, 124]
ad-signature: T. REDMAYNE, Union street. [546, 1145, 626, 1153]
divider [953, 464, 1104, 465]
